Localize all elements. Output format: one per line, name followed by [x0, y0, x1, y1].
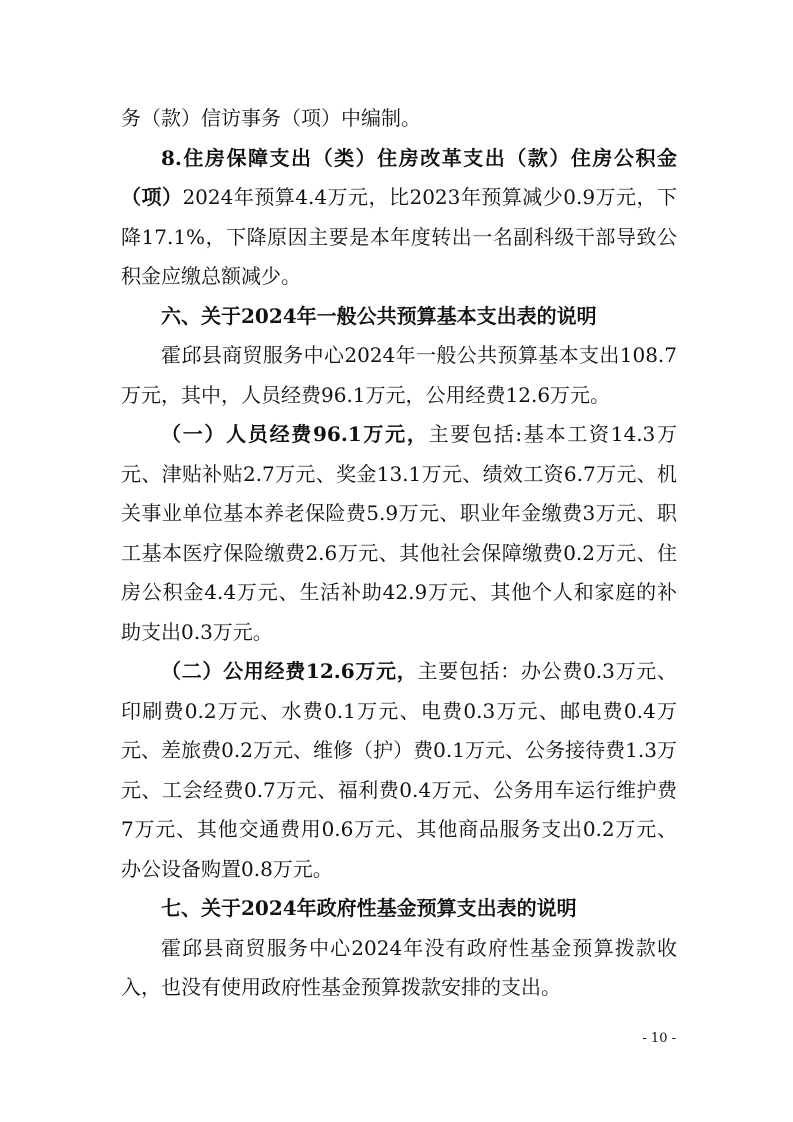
- paragraph-personnel-expenses: [121, 415, 677, 652]
- text-run-bold: （一）人员经费96.1万元，: [161, 422, 429, 446]
- text-run: 霍邱县商贸服务中心2024年没有政府性基金预算拨款收入，也没有使用政府性基金预算拨款安排的支出。: [121, 935, 677, 999]
- text-run-bold: 七、关于2024年政府性基金预算支出表的说明: [161, 896, 577, 920]
- text-run-bold: （二）公用经费12.6万元，: [161, 659, 418, 683]
- section-heading-basic-expenditure: [121, 297, 677, 337]
- text-run: 霍邱县商贸服务中心2024年一般公共预算基本支出108.7万元，其中，人员经费96.1万元，公用经费12.6万元。: [121, 343, 677, 407]
- body-text: [121, 99, 677, 1008]
- paragraph-continuation: [121, 99, 677, 139]
- paragraph-basic-expenditure-summary: [121, 336, 677, 415]
- text-run: 主要包括：办公费0.3万元、印刷费0.2万元、水费0.1万元、电费0.3万元、邮电费0.4万元、差旅费0.2万元、维修（护）费0.1万元、公务接待费1.3万元、工会经费0.7万元、福利费0.4万元、公务用车运行维护费7万元、其他交通费用0.6万元、其他商品服务支出0.2万元、办公设备购置0.8万元。: [121, 659, 677, 881]
- paragraph-housing-fund: [121, 139, 677, 297]
- text-run-bold: 六、关于2024年一般公共预算基本支出表的说明: [161, 303, 597, 328]
- text-run: 务（款）信访事务（项）中编制。: [121, 106, 421, 130]
- text-run-bold: 8.住房保障支出（类）住房改革支出（款）住房公积金（项）: [121, 145, 677, 209]
- page-number: - 10 -: [642, 1031, 676, 1046]
- section-heading-government-fund: [121, 889, 677, 929]
- paragraph-government-fund: [121, 929, 677, 1008]
- paragraph-public-expenses: [121, 652, 677, 889]
- text-run: 2024年预算4.4万元，比2023年预算减少0.9万元，下降17.1%，下降原因主要是本年度转出一名副科级干部导致公积金应缴总额减少。: [121, 185, 677, 288]
- text-run: 主要包括:基本工资14.3万元、津贴补贴2.7万元、奖金13.1万元、绩效工资6.7万元、机关事业单位基本养老保险费5.9万元、职业年金缴费3万元、职工基本医疗保险缴费2.6万元、其他社会保障缴费0.2万元、住房公积金4.4万元、生活补助42.9万元、其他个人和家庭的补助支出0.3万元。: [121, 422, 677, 644]
